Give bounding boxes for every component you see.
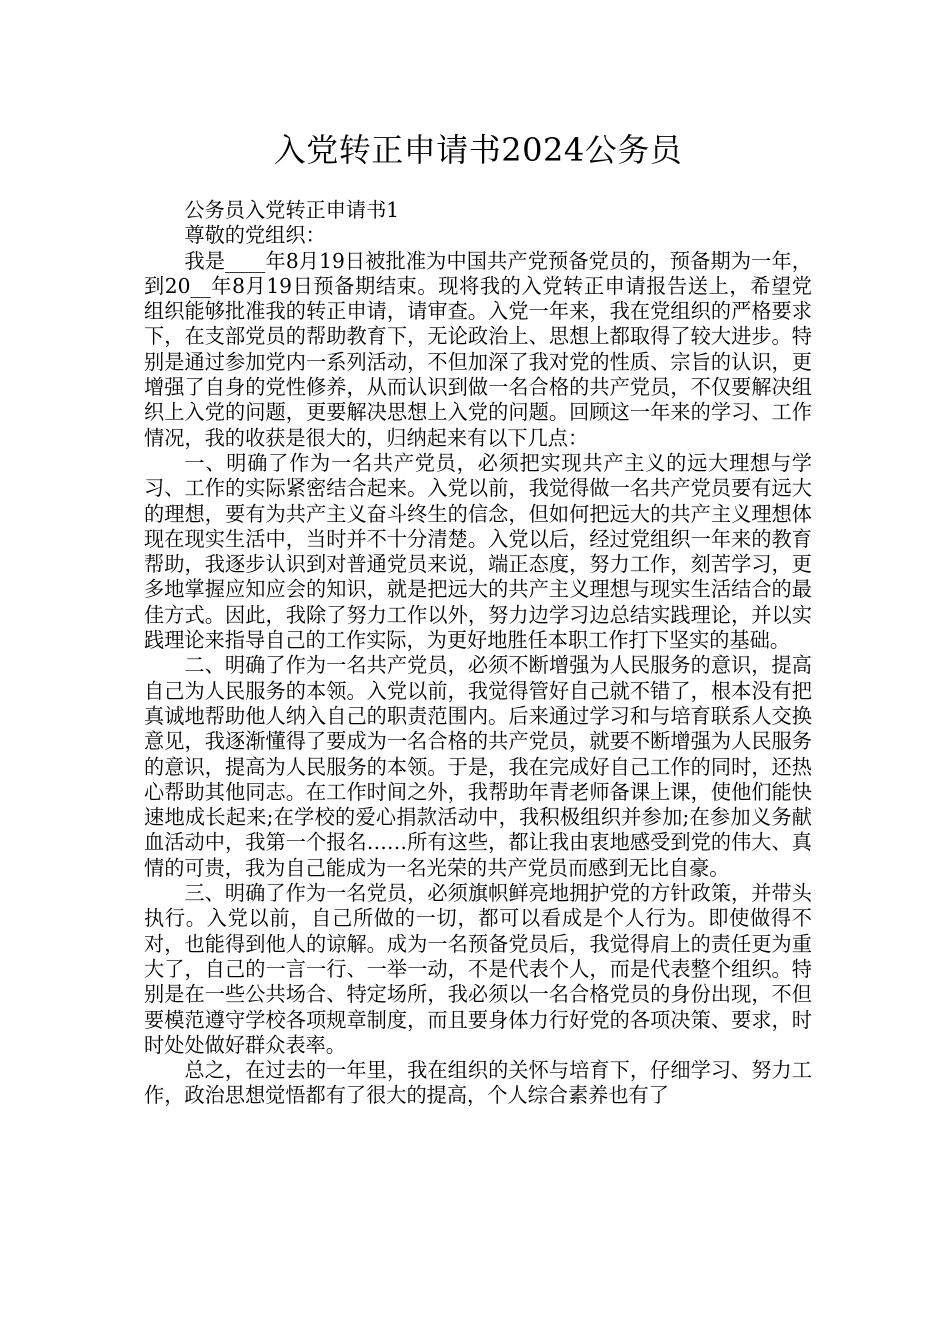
document-page <box>144 0 812 1109</box>
paragraph-point-two: 二、明确了作为一名共产党员，必须不断增强为人民服务的意识，提高自己为人民服务的本领。入党以前，我觉得管好自己就不错了，根本没有把真诚地帮助他人纳入自己的职责范围内。后来通过学习和与培育联系人交换意见，我逐渐懂得了要成为一名合格的共产党员，就要不断增强为人民服务的意识，提高为人民服务的本领。于是，我在完成好自己工作的同时，还热心帮助其他同志。在工作时间之外，我帮助年青老师备课上课，使他们能快速地成长起来;在学校的爱心捐款活动中，我积极组织并参加;在参加义务献血活动中，我第一个报名……所有这些，都让我由衷地感受到党的伟大、真情的可贵，我为自己能成为一名光荣的共产党员而感到无比自豪。 <box>144 653 812 880</box>
document-body <box>144 198 812 1109</box>
paragraph-summary: 总之，在过去的一年里，我在组织的关怀与培育下，仔细学习、努力工作，政治思想觉悟都有了很大的提高，个人综合素养也有了 <box>144 1058 812 1108</box>
subtitle: 公务员入党转正申请书1 <box>184 198 400 222</box>
paragraph-point-one: 一、明确了作为一名共产党员，必须把实现共产主义的远大理想与学习、工作的实际紧密结合起来。入党以前，我觉得做一名共产党员要有远大的理想，要有为共产主义奋斗终生的信念，但如何把远大的共产主义理想体现在现实生活中，当时并不十分清楚。入党以后，经过党组织一年来的教育帮助，我逐步认识到对普通党员来说，端正态度，努力工作，刻苦学习，更多地掌握应知应会的知识，就是把远大的共产主义理想与现实生活结合的最佳方式。因此，我除了努力工作以外，努力边学习边总结实践理论，并以实践理论来指导自己的工作实际，为更好地胜任本职工作打下坚实的基础。 <box>144 450 812 653</box>
paragraph-intro: 我是____年8月19日被批准为中国共产党预备党员的，预备期为一年，到20__年8月19日预备期结束。现将我的入党转正申请报告送上，希望党组织能够批准我的转正申请，请审查。入党一年来，我在党组织的严格要求下，在支部党员的帮助教育下，无论政治上、思想上都取得了较大进步。特别是通过参加党内一系列活动，不但加深了我对党的性质、宗旨的认识，更增强了自身的党性修养，从而认识到做一名合格的共产党员，不仅要解决组织上入党的问题，更要解决思想上入党的问题。回顾这一年来的学习、工作情况，我的收获是很大的，归纳起来有以下几点： <box>144 248 812 450</box>
salutation: 尊敬的党组织： <box>184 223 326 248</box>
paragraph-point-three: 三、明确了作为一名党员，必须旗帜鲜亮地拥护党的方针政策，并带头执行。入党以前，自己所做的一切，都可以看成是个人行为。即使做得不对，也能得到他人的谅解。成为一名预备党员后，我觉得肩上的责任更为重大了，自己的一言一行、一举一动，不是代表个人，而是代表整个组织。特别是在一些公共场合、特定场所，我必须以一名合格党员的身份出现，不但要模范遵守学校各项规章制度，而且要身体力行好党的各项决策、要求，时时处处做好群众表率。 <box>144 881 812 1057</box>
document-title: 入党转正申请书2024公务员 <box>273 131 683 169</box>
